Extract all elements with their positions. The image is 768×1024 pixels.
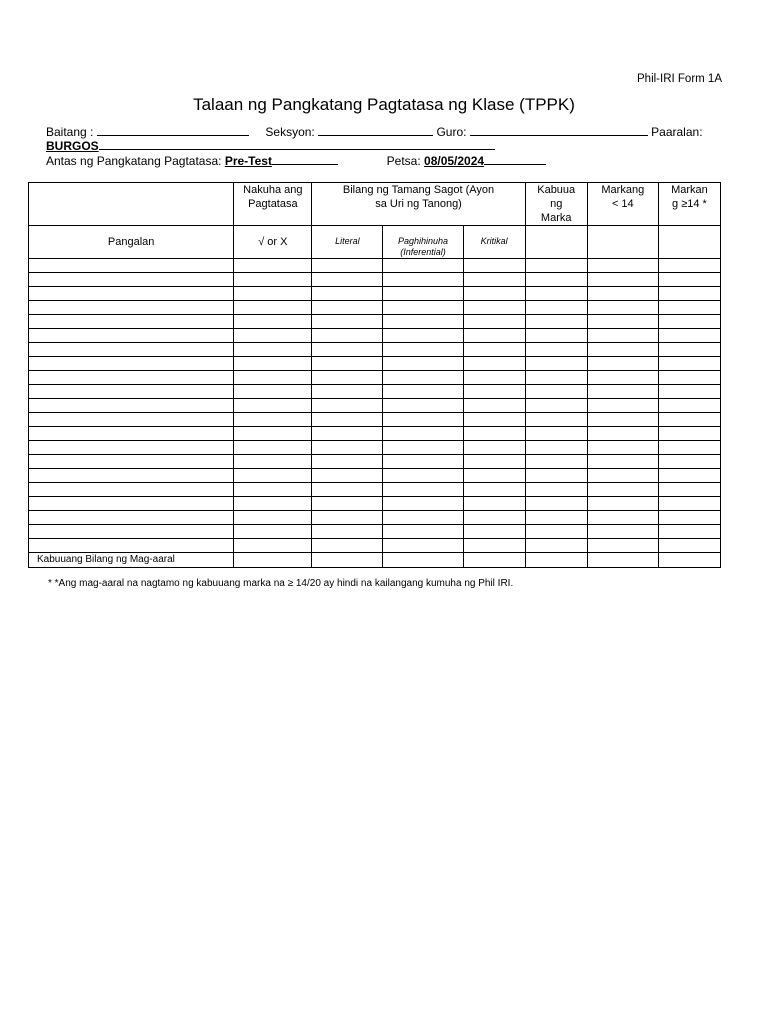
table-cell[interactable] (312, 539, 383, 553)
student-name-cell[interactable] (29, 343, 234, 357)
table-cell[interactable] (525, 511, 587, 525)
student-name-cell[interactable] (29, 427, 234, 441)
student-name-cell[interactable] (29, 399, 234, 413)
table-cell[interactable] (587, 469, 658, 483)
table-cell[interactable] (525, 301, 587, 315)
table-cell[interactable] (383, 511, 463, 525)
table-cell[interactable] (383, 371, 463, 385)
table-cell[interactable] (312, 329, 383, 343)
table-cell[interactable] (383, 315, 463, 329)
table-cell[interactable] (587, 399, 658, 413)
table-cell[interactable] (525, 287, 587, 301)
page-title: Talaan ng Pangkatang Pagtatasa ng Klase (TPPK) (193, 95, 575, 114)
table-cell[interactable] (587, 385, 658, 399)
table-cell[interactable] (658, 287, 720, 301)
table-cell[interactable] (463, 441, 525, 455)
table-row (29, 441, 721, 455)
table-cell[interactable] (525, 329, 587, 343)
student-name-cell[interactable] (29, 287, 234, 301)
guro-field[interactable] (470, 124, 648, 136)
antas-value[interactable]: Pre-Test (224, 154, 272, 168)
table-cell[interactable] (234, 343, 312, 357)
student-name-cell[interactable] (29, 483, 234, 497)
petsa-label: Petsa: (386, 154, 421, 168)
table-cell[interactable] (383, 483, 463, 497)
table-cell[interactable] (525, 385, 587, 399)
table-cell[interactable] (525, 259, 587, 273)
student-name-cell[interactable] (29, 315, 234, 329)
petsa-value[interactable]: 08/05/2024 (424, 154, 485, 168)
baitang-label: Baitang : (46, 125, 94, 139)
table-cell[interactable] (312, 315, 383, 329)
table-row (29, 357, 721, 371)
table-cell[interactable] (383, 525, 463, 539)
tppk-table (28, 182, 721, 568)
table-cell[interactable] (463, 525, 525, 539)
table-cell[interactable] (463, 511, 525, 525)
table-cell[interactable] (525, 539, 587, 553)
form-code: Phil-IRI Form 1A (637, 73, 722, 85)
table-cell[interactable] (463, 371, 525, 385)
total-cell[interactable] (463, 553, 525, 568)
table-cell[interactable] (383, 497, 463, 511)
guro-label: Guro: (436, 125, 467, 139)
table-cell[interactable] (312, 371, 383, 385)
petsa-underline (484, 153, 546, 165)
info-line-3 (46, 153, 546, 168)
total-label: Kabuuang Bilang ng Mag-aaral (29, 553, 234, 568)
table-cell[interactable] (525, 497, 587, 511)
table-cell[interactable] (383, 357, 463, 371)
table-cell[interactable] (525, 399, 587, 413)
table-cell[interactable] (587, 273, 658, 287)
nakuha-header: Nakuha ang Pagtatasa (234, 183, 312, 226)
student-name-cell[interactable] (29, 525, 234, 539)
table-cell[interactable] (383, 413, 463, 427)
markang-ge-header: Markan g ≥14 * (658, 183, 720, 226)
kabuuan-header: Kabuua ng Marka (525, 183, 587, 226)
table-cell[interactable] (658, 413, 720, 427)
table-cell[interactable] (658, 525, 720, 539)
student-name-cell[interactable] (29, 329, 234, 343)
table-cell[interactable] (234, 259, 312, 273)
table-cell[interactable] (234, 371, 312, 385)
seksyon-field[interactable] (318, 124, 433, 136)
kritikal-label: Kritikal (480, 236, 508, 246)
table-cell[interactable] (234, 441, 312, 455)
table-cell[interactable] (463, 399, 525, 413)
kabuuan-subheader (525, 226, 587, 259)
student-name-cell[interactable] (29, 273, 234, 287)
table-cell[interactable] (587, 329, 658, 343)
table-cell[interactable] (463, 287, 525, 301)
table-cell[interactable] (658, 511, 720, 525)
total-cell[interactable] (587, 553, 658, 568)
header-row-2 (29, 226, 721, 259)
table-cell[interactable] (658, 357, 720, 371)
table-cell[interactable] (312, 301, 383, 315)
table-row (29, 525, 721, 539)
info-line-2 (46, 138, 495, 153)
table-cell[interactable] (383, 287, 463, 301)
table-cell[interactable] (463, 385, 525, 399)
table-row (29, 469, 721, 483)
total-cell[interactable] (383, 553, 463, 568)
student-name-cell[interactable] (29, 259, 234, 273)
table-row (29, 273, 721, 287)
table-row (29, 385, 721, 399)
student-name-cell[interactable] (29, 371, 234, 385)
total-cell[interactable] (658, 553, 720, 568)
table-cell[interactable] (525, 315, 587, 329)
table-cell[interactable] (383, 441, 463, 455)
table-row (29, 539, 721, 553)
table-cell[interactable] (234, 399, 312, 413)
table-cell[interactable] (383, 329, 463, 343)
table-cell[interactable] (587, 483, 658, 497)
table-cell[interactable] (312, 399, 383, 413)
student-name-cell[interactable] (29, 385, 234, 399)
table-cell[interactable] (587, 343, 658, 357)
table-cell[interactable] (234, 385, 312, 399)
student-name-cell[interactable] (29, 511, 234, 525)
kritikal-header (463, 226, 525, 259)
table-cell[interactable] (658, 371, 720, 385)
table-cell[interactable] (525, 455, 587, 469)
table-cell[interactable] (587, 441, 658, 455)
table-cell[interactable] (525, 469, 587, 483)
table-cell[interactable] (383, 455, 463, 469)
table-cell[interactable] (312, 287, 383, 301)
table-cell[interactable] (463, 539, 525, 553)
paaralan-value[interactable]: BURGOS (46, 139, 99, 153)
table-cell[interactable] (234, 511, 312, 525)
long-underline (139, 138, 495, 150)
table-cell[interactable] (587, 427, 658, 441)
paghihinuha-label: Paghihinuha (Inferential) (398, 236, 449, 257)
table-cell[interactable] (463, 273, 525, 287)
table-cell[interactable] (312, 273, 383, 287)
table-cell[interactable] (234, 357, 312, 371)
table-cell[interactable] (463, 413, 525, 427)
table-cell[interactable] (383, 385, 463, 399)
total-cell[interactable] (234, 553, 312, 568)
table-cell[interactable] (587, 525, 658, 539)
table-cell[interactable] (658, 399, 720, 413)
literal-label: Literal (335, 236, 360, 246)
footnote: * *Ang mag-aaral na nagtamo ng kabuuang marka na ≥ 14/20 ay hindi na kailangang kumuha ng Phil IRI. (48, 578, 514, 589)
table-cell[interactable] (234, 483, 312, 497)
table-row (29, 497, 721, 511)
table-cell[interactable] (234, 525, 312, 539)
table-cell[interactable] (587, 371, 658, 385)
table-cell[interactable] (312, 385, 383, 399)
table-row (29, 259, 721, 273)
table-row (29, 287, 721, 301)
student-name-cell[interactable] (29, 301, 234, 315)
table-cell[interactable] (383, 301, 463, 315)
table-cell[interactable] (587, 497, 658, 511)
student-name-cell[interactable] (29, 441, 234, 455)
table-cell[interactable] (658, 483, 720, 497)
table-cell[interactable] (525, 525, 587, 539)
table-cell[interactable] (463, 315, 525, 329)
table-cell[interactable] (587, 315, 658, 329)
bilang-header: Bilang ng Tamang Sagot (Ayon sa Uri ng Tanong) (312, 183, 525, 226)
student-name-cell[interactable] (29, 413, 234, 427)
table-row (29, 371, 721, 385)
table-row (29, 455, 721, 469)
table-cell[interactable] (312, 441, 383, 455)
antas-underline (272, 153, 338, 165)
table-cell[interactable] (312, 469, 383, 483)
markang-ge-subheader (658, 226, 720, 259)
table-cell[interactable] (312, 413, 383, 427)
table-cell[interactable] (463, 497, 525, 511)
table-row (29, 329, 721, 343)
table-cell[interactable] (463, 329, 525, 343)
table-cell[interactable] (587, 301, 658, 315)
student-name-cell[interactable] (29, 539, 234, 553)
table-cell[interactable] (587, 539, 658, 553)
table-row (29, 511, 721, 525)
table-cell[interactable] (658, 455, 720, 469)
seksyon-label: Seksyon: (265, 125, 315, 139)
table-cell[interactable] (383, 399, 463, 413)
table-cell[interactable] (525, 413, 587, 427)
table-row (29, 413, 721, 427)
table-row (29, 301, 721, 315)
info-line-1 (46, 124, 703, 139)
table-cell[interactable] (658, 469, 720, 483)
table-cell[interactable] (658, 273, 720, 287)
table-cell[interactable] (234, 315, 312, 329)
table-cell[interactable] (234, 455, 312, 469)
table-row (29, 483, 721, 497)
table-cell[interactable] (587, 287, 658, 301)
student-name-cell[interactable] (29, 497, 234, 511)
table-cell[interactable] (525, 357, 587, 371)
table-cell[interactable] (525, 343, 587, 357)
table-row (29, 399, 721, 413)
table-cell[interactable] (383, 273, 463, 287)
pangalan-header: Pangalan (29, 226, 234, 259)
table-cell[interactable] (312, 525, 383, 539)
table-cell[interactable] (463, 483, 525, 497)
antas-label: Antas ng Pangkatang Pagtatasa: (46, 154, 222, 168)
table-cell[interactable] (383, 259, 463, 273)
table-cell[interactable] (383, 469, 463, 483)
table-cell[interactable] (383, 343, 463, 357)
paaralan-label: Paaralan: (651, 125, 703, 139)
table-cell[interactable] (312, 497, 383, 511)
table-cell[interactable] (463, 427, 525, 441)
table-cell[interactable] (658, 259, 720, 273)
table-cell[interactable] (658, 539, 720, 553)
student-rows (29, 259, 721, 553)
table-cell[interactable] (312, 343, 383, 357)
table-cell[interactable] (312, 511, 383, 525)
markang-lt-subheader (587, 226, 658, 259)
table-cell[interactable] (587, 413, 658, 427)
literal-header (312, 226, 383, 259)
table-cell[interactable] (658, 441, 720, 455)
table-cell[interactable] (525, 483, 587, 497)
table-cell[interactable] (587, 455, 658, 469)
table-cell[interactable] (234, 413, 312, 427)
paghihinuha-header (383, 226, 463, 259)
table-cell[interactable] (525, 427, 587, 441)
table-cell[interactable] (312, 259, 383, 273)
table-cell[interactable] (525, 273, 587, 287)
student-name-cell[interactable] (29, 455, 234, 469)
check-header: √ or X (234, 226, 312, 259)
table-cell[interactable] (383, 539, 463, 553)
table-cell[interactable] (463, 357, 525, 371)
table-cell[interactable] (312, 427, 383, 441)
table-cell[interactable] (587, 357, 658, 371)
total-cell[interactable] (525, 553, 587, 568)
table-cell[interactable] (234, 427, 312, 441)
table-cell[interactable] (587, 511, 658, 525)
table-cell[interactable] (463, 259, 525, 273)
table-cell[interactable] (658, 427, 720, 441)
table-cell[interactable] (658, 343, 720, 357)
table-cell[interactable] (658, 301, 720, 315)
table-cell[interactable] (463, 343, 525, 357)
student-name-cell[interactable] (29, 357, 234, 371)
table-row (29, 343, 721, 357)
total-cell[interactable] (312, 553, 383, 568)
table-cell[interactable] (234, 539, 312, 553)
paaralan-underline (99, 138, 139, 150)
table-cell[interactable] (463, 301, 525, 315)
header-row-1 (29, 183, 721, 226)
table-cell[interactable] (234, 329, 312, 343)
baitang-field[interactable] (97, 124, 249, 136)
blank-header-cell (29, 183, 234, 226)
student-name-cell[interactable] (29, 469, 234, 483)
table-row (29, 315, 721, 329)
table-cell[interactable] (463, 455, 525, 469)
table-cell[interactable] (312, 357, 383, 371)
table-row (29, 427, 721, 441)
total-row (29, 553, 721, 568)
markang-lt-header: Markang < 14 (587, 183, 658, 226)
table-cell[interactable] (312, 455, 383, 469)
table-cell[interactable] (658, 315, 720, 329)
table-cell[interactable] (658, 329, 720, 343)
table-cell[interactable] (587, 259, 658, 273)
table-cell[interactable] (525, 371, 587, 385)
table-cell[interactable] (463, 469, 525, 483)
table-cell[interactable] (525, 441, 587, 455)
table-cell[interactable] (658, 385, 720, 399)
table-cell[interactable] (312, 483, 383, 497)
table-cell[interactable] (658, 497, 720, 511)
table-cell[interactable] (234, 287, 312, 301)
table-cell[interactable] (234, 273, 312, 287)
table-cell[interactable] (234, 497, 312, 511)
table-cell[interactable] (383, 427, 463, 441)
table-cell[interactable] (234, 469, 312, 483)
table-cell[interactable] (234, 301, 312, 315)
